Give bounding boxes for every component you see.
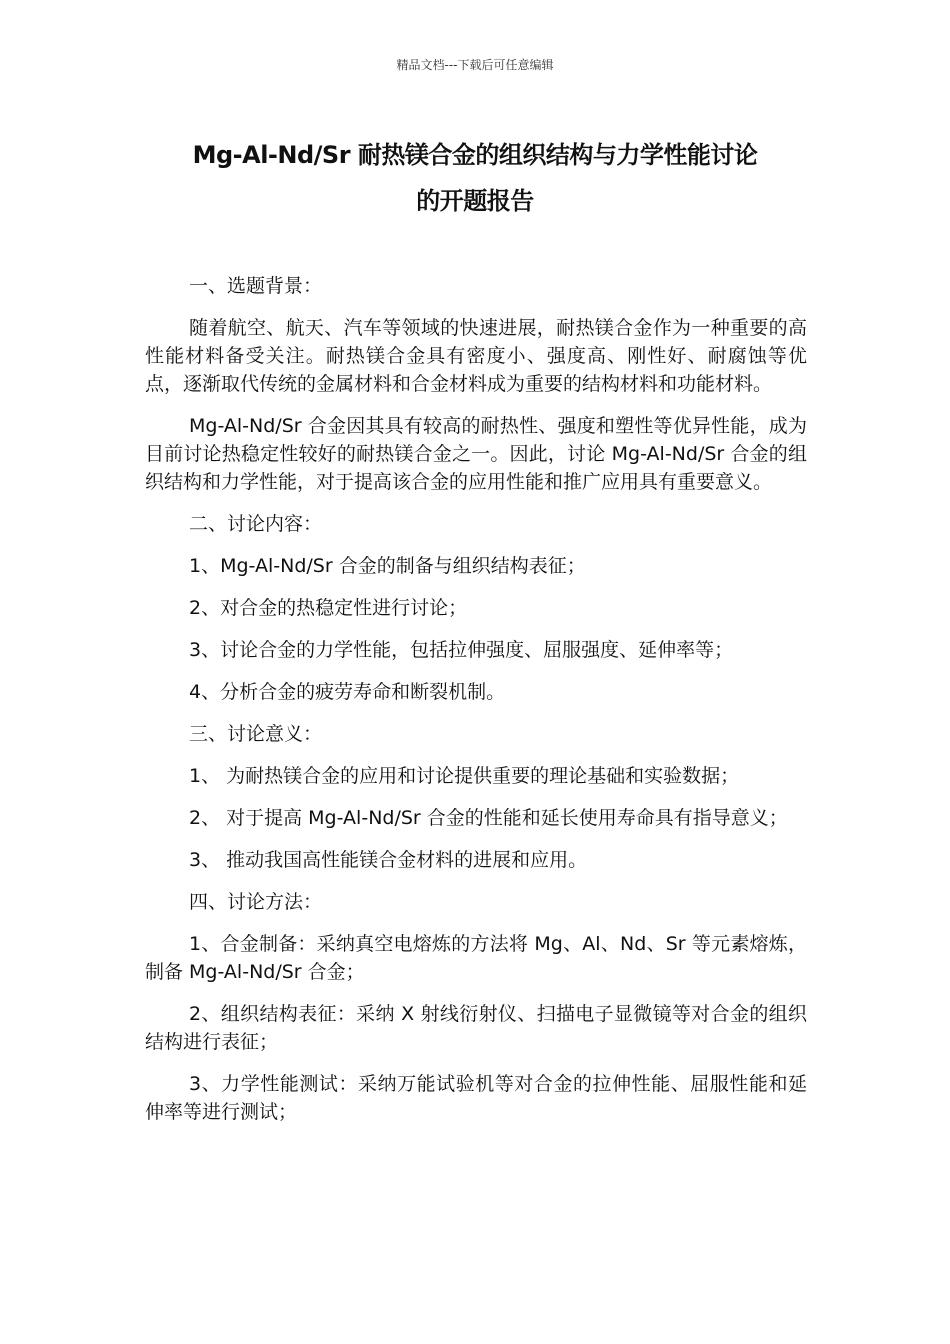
significance-item-1: 1、 为耐热镁合金的应用和讨论提供重要的理论基础和实验数据； (189, 765, 740, 787)
content-item-2: 2、对合金的热稳定性进行讨论； (189, 597, 468, 619)
document-title (120, 132, 830, 224)
method-item-3: 3、力学性能测试：采纳万能试验机等对合金的拉伸性能、屈服性能和延伸率等进行测试； (145, 1073, 807, 1123)
content-item-3: 3、讨论合金的力学性能，包括拉伸强度、屈服强度、延伸率等； (189, 639, 734, 661)
section-heading-significance: 三、讨论意义： (189, 723, 323, 745)
section-heading-methods: 四、讨论方法： (189, 891, 323, 913)
background-paragraph-1: 随着航空、航天、汽车等领域的快速进展，耐热镁合金作为一种重要的高性能材料备受关注。耐热镁合金具有密度小、强度高、刚性好、耐腐蚀等优点，逐渐取代传统的金属材料和合金材料成为重要的结构材料和功能材料。 (145, 317, 807, 395)
content-item-1: 1、Mg-Al-Nd/Sr 合金的制备与组织结构表征； (189, 555, 586, 577)
method-item-2: 2、组织结构表征：采纳 X 射线衍射仪、扫描电子显微镜等对合金的组织结构进行表征； (145, 1003, 807, 1053)
content-item-4: 4、分析合金的疲劳寿命和断裂机制。 (189, 681, 506, 703)
page-header: 精品文档---下载后可任意编辑 (396, 58, 554, 72)
section-heading-background: 一、选题背景： (189, 275, 323, 297)
document-title-line-1: Mg-Al-Nd/Sr 耐热镁合金的组织结构与力学性能讨论 (192, 141, 758, 169)
section-heading-content: 二、讨论内容： (189, 513, 323, 535)
document-body (145, 272, 807, 1140)
significance-item-2: 2、 对于提高 Mg-Al-Nd/Sr 合金的性能和延长使用寿命具有指导意义； (189, 807, 788, 829)
significance-item-3: 3、 推动我国高性能镁合金材料的进展和应用。 (189, 849, 588, 871)
method-item-1: 1、合金制备：采纳真空电熔炼的方法将 Mg、Al、Nd、Sr 等元素熔炼，制备 Mg-Al-Nd/Sr 合金； (145, 933, 807, 983)
background-paragraph-2: Mg-Al-Nd/Sr 合金因其具有较高的耐热性、强度和塑性等优异性能，成为目前讨论热稳定性较好的耐热镁合金之一。因此，讨论 Mg-Al-Nd/Sr 合金的组织结构和力学性能，对于提高该合金的应用性能和推广应用具有重要意义。 (145, 415, 807, 493)
document-title-line-2: 的开题报告 (416, 187, 534, 215)
